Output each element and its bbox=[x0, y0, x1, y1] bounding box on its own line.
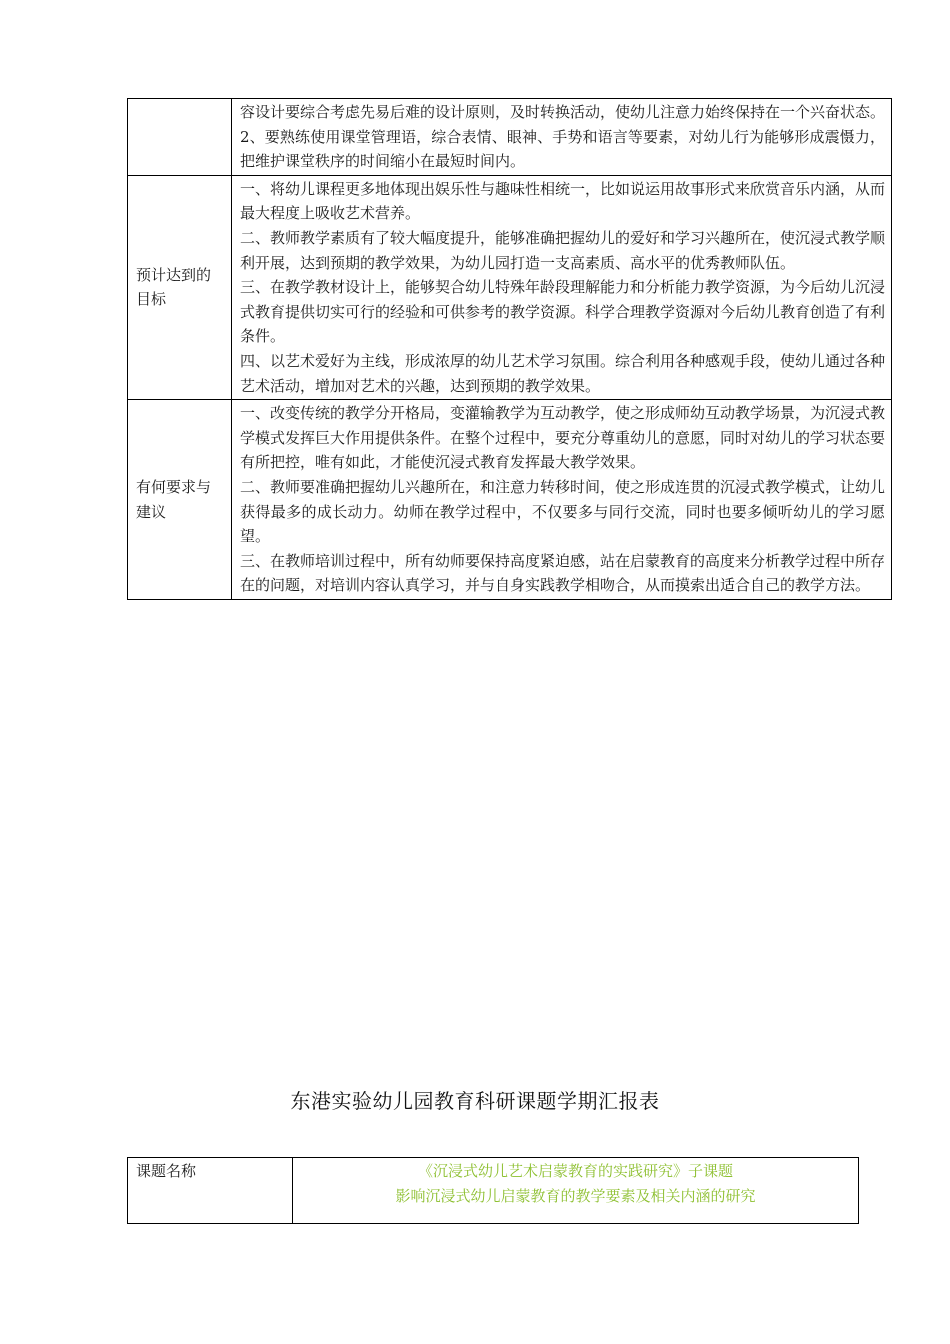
table-row bbox=[128, 1158, 859, 1224]
goal-paragraph: 四、以艺术爱好为主线，形成浓厚的幼儿艺术学习氛围。综合利用各种感观手段，使幼儿通过各种艺术活动，增加对艺术的兴趣，达到预期的教学效果。 bbox=[240, 351, 886, 395]
table-row bbox=[128, 175, 892, 399]
goal-paragraph: 三、在教学教材设计上，能够契合幼儿特殊年龄段理解能力和分析能力教学资源，为今后幼儿沉浸式教育提供切实可行的经验和可供参考的教学资源。科学合理教学资源对今后幼儿教育创造了有利条件。 bbox=[240, 278, 886, 346]
topic-name-line: 影响沉浸式幼儿启蒙教育的教学要素及相关内涵的研究 bbox=[395, 1187, 756, 1205]
continued-paragraph: 容设计要综合考虑先易后难的设计原则，及时转换活动，使幼儿注意力始终保持在一个兴奋状态。2、要熟练使用课堂管理语，综合表情、眼神、手势和语言等要素，对幼儿行为能够形成震慑力，把维护课堂秩序的时间缩小在最短时间内。 bbox=[240, 103, 886, 171]
suggestion-paragraph: 一、改变传统的教学分开格局，变灌输教学为互动教学，使之形成师幼互动教学场景，为沉浸式教学模式发挥巨大作用提供条件。在整个过程中，要充分尊重幼儿的意愿，同时对幼儿的学习状态要有所把控，唯有如此，才能使沉浸式教育发挥最大教学效果。 bbox=[240, 404, 886, 472]
suggestion-paragraph: 二、教师要准确把握幼儿兴趣所在，和注意力转移时间，使之形成连贯的沉浸式教学模式，让幼儿获得最多的成长动力。幼师在教学过程中，不仅要多与同行交流，同时也要多倾听幼儿的学习愿望。 bbox=[240, 477, 886, 546]
plan-table bbox=[127, 98, 892, 600]
row-label-continued bbox=[128, 99, 232, 176]
row-label-goals: 预计达到的目标 bbox=[128, 175, 232, 399]
table-row bbox=[128, 99, 892, 176]
row-label-suggestions: 有何要求与建议 bbox=[128, 400, 232, 600]
report-title: 东港实验幼儿园教育科研课题学期汇报表 bbox=[290, 1089, 660, 1113]
suggestions-text-cell bbox=[232, 400, 892, 600]
table-row bbox=[128, 400, 892, 600]
suggestion-paragraph: 三、在教师培训过程中，所有幼师要保持高度紧迫感，站在启蒙教育的高度来分析教学过程中所存在的问题，对培训内容认真学习，并与自身实践教学相吻合，从而摸索出适合自己的教学方法。 bbox=[240, 551, 886, 595]
topic-name-line: 《沉浸式幼儿艺术启蒙教育的实践研究》子课题 bbox=[417, 1162, 733, 1180]
goals-text-cell bbox=[232, 175, 892, 399]
topic-name-label: 课题名称 bbox=[128, 1158, 293, 1224]
topic-name-value bbox=[293, 1158, 859, 1224]
continued-text-cell bbox=[232, 99, 892, 176]
goal-paragraph: 二、教师教学素质有了较大幅度提升，能够准确把握幼儿的爱好和学习兴趣所在，使沉浸式教学顺利开展，达到预期的教学效果，为幼儿园打造一支高素质、高水平的优秀教师队伍。 bbox=[240, 228, 886, 272]
goal-paragraph: 一、将幼儿课程更多地体现出娱乐性与趣味性相统一，比如说运用故事形式来欣赏音乐内涵，从而最大程度上吸收艺术营养。 bbox=[240, 179, 886, 223]
report-table bbox=[127, 1157, 859, 1224]
